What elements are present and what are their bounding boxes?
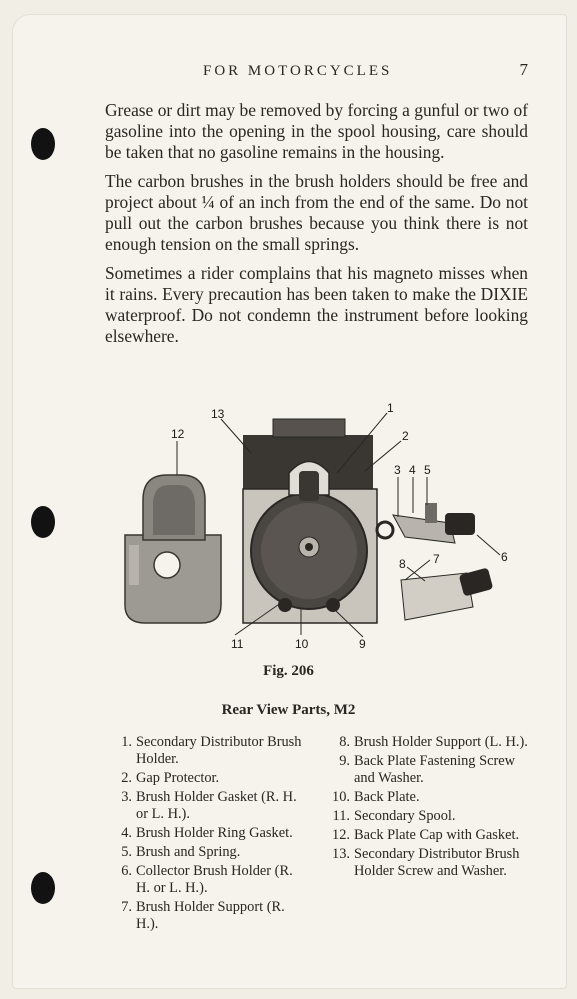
part-item (110, 825, 306, 842)
callout-12: 12 (171, 427, 185, 441)
part-number: 4. (121, 825, 132, 841)
callout-3: 3 (394, 463, 401, 477)
binder-hole-top (31, 128, 55, 160)
part-number: 5. (121, 844, 132, 860)
back-plate-cap-drawing (125, 475, 221, 623)
part-item (328, 808, 528, 825)
figure-206 (105, 395, 528, 655)
paragraph: Sometimes a rider complains that his magneto misses when it rains. Every precaution has been taken to make the DIXIE waterproof. Do not condemn the instrument before looking elsewhere. (105, 263, 528, 346)
part-item (328, 789, 528, 806)
part-name: Collector Brush Holder (R. H. or L. H.). (136, 863, 293, 896)
callout-1: 1 (387, 401, 394, 415)
part-name: Brush Holder Support (R. H.). (136, 899, 285, 932)
callout-10: 10 (295, 637, 309, 651)
paragraph: Grease or dirt may be removed by forcing a gunful or two of gasoline into the opening in the spool housing, care should be taken that no gasoline remains in the housing. (105, 100, 528, 162)
parts-list-left (110, 734, 306, 935)
part-number: 2. (121, 770, 132, 786)
page-number: 7 (519, 60, 528, 79)
part-item (110, 863, 306, 897)
part-name: Back Plate. (354, 789, 420, 805)
part-item (110, 770, 306, 787)
parts-list-right (328, 734, 528, 882)
binder-hole-bottom (31, 872, 55, 904)
figure-caption: Fig. 206 (263, 663, 314, 679)
part-number: 12. (332, 827, 350, 843)
part-name: Brush Holder Ring Gasket. (136, 825, 293, 841)
part-item (328, 753, 528, 787)
part-number: 6. (121, 863, 132, 879)
magneto-parts-illustration (105, 395, 528, 655)
callout-2: 2 (402, 429, 409, 443)
body-text (105, 100, 528, 355)
part-number: 10. (332, 789, 350, 805)
callout-9: 9 (359, 637, 366, 651)
callout-13: 13 (211, 407, 225, 421)
collector-brush-holder-drawing (393, 503, 475, 543)
part-number: 7. (121, 899, 132, 915)
callout-4: 4 (409, 463, 416, 477)
part-item (110, 844, 306, 861)
part-name: Back Plate Fastening Screw and Washer. (354, 753, 516, 786)
callout-8: 8 (399, 557, 406, 571)
part-name: Back Plate Cap with Gasket. (354, 827, 520, 843)
part-name: Brush and Spring. (136, 844, 241, 860)
part-item (110, 899, 306, 933)
callout-7: 7 (433, 552, 440, 566)
part-number: 1. (121, 734, 132, 750)
part-item (328, 846, 528, 880)
callout-11: 11 (231, 637, 244, 651)
running-header (105, 60, 528, 80)
part-number: 3. (121, 789, 132, 805)
part-number: 13. (332, 846, 350, 862)
part-name: Secondary Distributor Brush Holder. (136, 734, 302, 767)
part-item (110, 734, 306, 768)
binder-hole-middle (31, 506, 55, 538)
callout-5: 5 (424, 463, 431, 477)
part-item (110, 789, 306, 823)
magneto-body-drawing (243, 419, 393, 623)
part-name: Brush Holder Support (L. H.). (354, 734, 528, 750)
brush-holder-support-drawing (401, 567, 493, 620)
callout-6: 6 (501, 550, 508, 564)
part-number: 11. (332, 808, 350, 824)
part-item (328, 827, 528, 844)
part-item (328, 734, 528, 751)
part-number: 9. (339, 753, 350, 769)
part-number: 8. (339, 734, 350, 750)
header-title: FOR MOTORCYCLES (203, 63, 393, 79)
part-name: Brush Holder Gasket (R. H. or L. H.). (136, 789, 297, 822)
part-name: Gap Protector. (136, 770, 220, 786)
paragraph: The carbon brushes in the brush holders should be free and project about ¼ of an inch from the end of the same. Do not pull out the carbon brushes because you think there is not enough tension on the small springs. (105, 171, 528, 254)
parts-list-title: Rear View Parts, M2 (221, 702, 356, 718)
part-name: Secondary Spool. (354, 808, 456, 824)
part-name: Secondary Distributor Brush Holder Screw and Washer. (354, 846, 520, 879)
